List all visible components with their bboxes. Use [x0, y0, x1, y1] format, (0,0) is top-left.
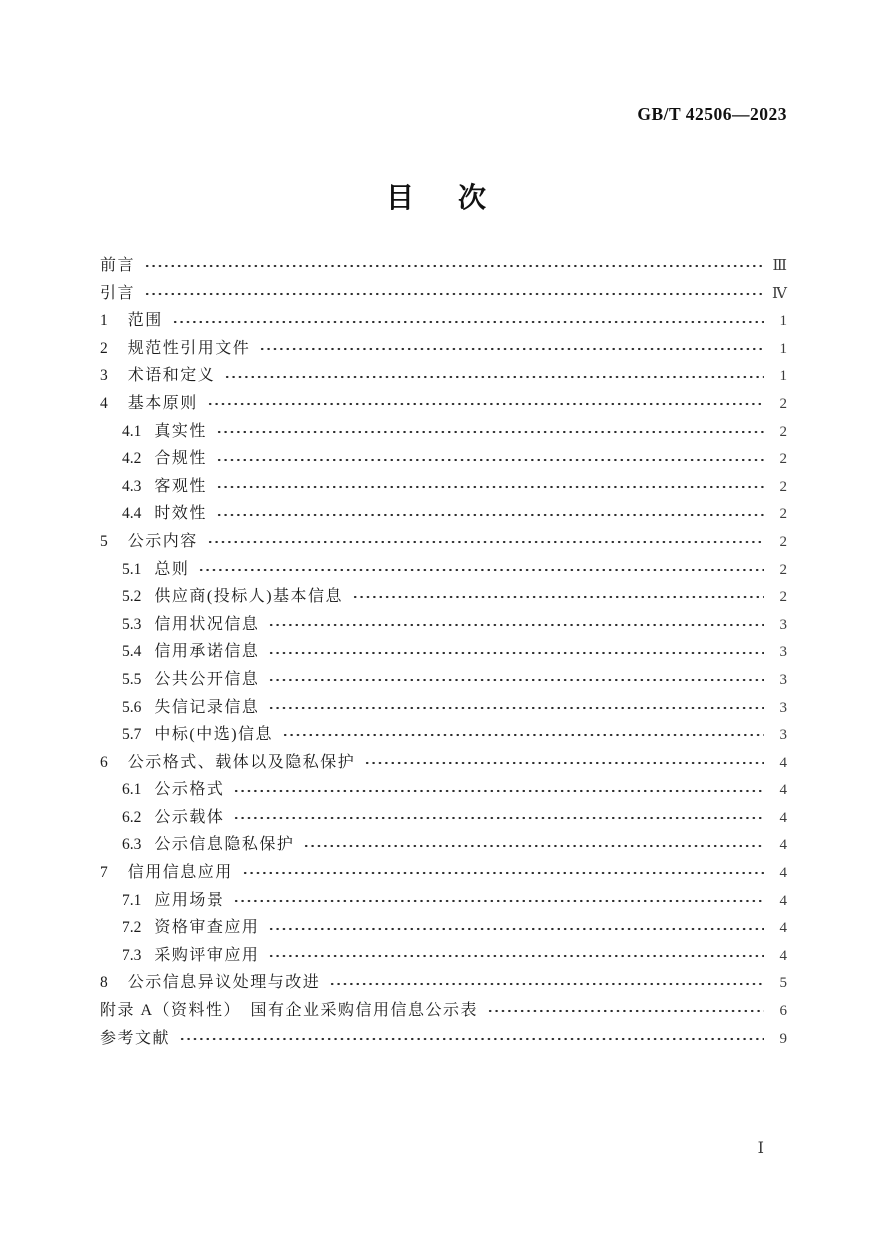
toc-entry-label: 公示内容	[127, 532, 198, 550]
toc-entry-label: 前言	[100, 257, 136, 274]
toc-entry-label: 引言	[100, 284, 136, 302]
toc-entry-number: 4.2	[122, 450, 142, 468]
toc-entry-number: 6.2	[122, 808, 142, 826]
toc-entry-number: 8	[100, 974, 108, 992]
toc-entry	[100, 335, 787, 363]
dot-leader	[179, 1030, 764, 1046]
toc-entry-number: 5.1	[122, 560, 142, 578]
toc-entry	[100, 500, 787, 528]
toc-entry-number: 6.3	[122, 836, 142, 854]
toc-entry	[100, 859, 787, 887]
toc-entry-page: 4	[779, 837, 787, 854]
toc-entry-page: 2	[779, 478, 787, 495]
dot-leader	[198, 561, 764, 577]
dot-leader	[268, 699, 764, 715]
toc-entry	[100, 721, 787, 749]
dot-leader	[303, 837, 764, 853]
toc-entry-label: 规范性引用文件	[127, 339, 251, 357]
toc-entry-number: 3	[100, 367, 108, 385]
dot-leader	[364, 754, 764, 770]
dot-leader	[268, 644, 764, 660]
toc-entry-label: 公示载体	[154, 808, 225, 826]
toc-entry-label: 供应商(投标人)基本信息	[154, 588, 344, 606]
toc-entry-label: 信用信息应用	[127, 864, 233, 882]
toc-entry-page: 2	[779, 589, 787, 606]
toc-entry-page: 1	[779, 340, 787, 357]
toc-entry	[100, 638, 787, 666]
toc-entry	[100, 252, 787, 280]
toc-entry-label: 客观性	[154, 477, 207, 495]
toc-entry-page: 4	[779, 892, 787, 909]
toc-entry-page: 4	[779, 809, 787, 826]
toc-entry-page: 4	[779, 947, 787, 964]
dot-leader	[268, 672, 764, 688]
toc-entry	[100, 390, 787, 418]
toc-entry-number: 5.6	[122, 698, 142, 716]
dot-leader	[268, 617, 764, 633]
toc-entry	[100, 776, 787, 804]
toc-entry-label: 总则	[154, 560, 190, 578]
toc-entry	[100, 528, 787, 556]
dot-leader	[242, 865, 764, 881]
toc-entry-number: 4	[100, 394, 108, 412]
toc-entry	[100, 666, 787, 694]
dot-leader	[216, 423, 764, 439]
toc-entry-page: 3	[779, 699, 787, 716]
dot-leader	[329, 975, 764, 991]
toc-entry-number: 5.4	[122, 643, 142, 661]
toc-entry-number: 4.4	[122, 505, 142, 523]
toc-entry-label: 时效性	[154, 505, 207, 523]
toc-list	[100, 252, 787, 1052]
dot-leader	[352, 589, 764, 605]
toc-entry-label: 公示格式	[154, 781, 225, 799]
dot-leader	[224, 368, 764, 384]
toc-entry-page: 1	[779, 313, 787, 330]
toc-entry-number: 2	[100, 339, 108, 357]
toc-entry	[100, 997, 787, 1025]
toc-entry-page: 4	[779, 782, 787, 799]
toc-entry-number: 5	[100, 532, 108, 550]
toc-entry-number: 7.3	[122, 946, 142, 964]
toc-entry	[100, 556, 787, 584]
toc-entry	[100, 1025, 787, 1053]
toc-entry-page: 4	[779, 865, 787, 882]
toc-entry-page: 3	[779, 671, 787, 688]
toc-entry	[100, 887, 787, 915]
toc-entry-page: 6	[779, 1003, 787, 1020]
toc-entry	[100, 362, 787, 390]
toc-entry-page: 2	[779, 561, 787, 578]
toc-entry-label: 公示格式、载体以及隐私保护	[127, 753, 356, 771]
toc-entry-number: 7.1	[122, 891, 142, 909]
toc-entry-page: 2	[779, 395, 787, 412]
toc-entry-page: 2	[779, 423, 787, 440]
toc-entry	[100, 445, 787, 473]
toc-entry-label: 附录 A（资料性） 国有企业采购信用信息公示表	[100, 1002, 479, 1020]
toc-entry	[100, 749, 787, 777]
dot-leader	[233, 892, 764, 908]
dot-leader	[268, 920, 764, 936]
dot-leader	[207, 396, 764, 412]
dot-leader	[487, 1003, 764, 1019]
toc-entry-number: 5.2	[122, 588, 142, 606]
toc-entry-page: 4	[779, 920, 787, 937]
dot-leader	[216, 506, 764, 522]
dot-leader	[144, 285, 763, 301]
toc-entry	[100, 418, 787, 446]
toc-entry-number: 5.5	[122, 670, 142, 688]
toc-entry-page: 2	[779, 506, 787, 523]
toc-entry	[100, 473, 787, 501]
standard-number: GB/T 42506—2023	[637, 104, 787, 124]
footer-page-number: Ⅰ	[757, 1140, 764, 1157]
toc-entry	[100, 969, 787, 997]
toc-entry-label: 公共公开信息	[154, 670, 260, 688]
dot-leader	[207, 534, 764, 550]
toc-entry-number: 7	[100, 864, 108, 882]
toc-entry-page: 5	[779, 975, 787, 992]
toc-entry	[100, 694, 787, 722]
toc-entry-label: 中标(中选)信息	[154, 726, 274, 744]
toc-entry-label: 合规性	[154, 450, 207, 468]
toc-entry	[100, 611, 787, 639]
toc-entry-page: 9	[779, 1030, 787, 1047]
toc-entry-label: 术语和定义	[127, 367, 216, 385]
toc-entry-number: 5.7	[122, 726, 142, 744]
toc-entry	[100, 804, 787, 832]
toc-entry-page: 3	[779, 616, 787, 633]
toc-entry-label: 公示信息隐私保护	[154, 836, 295, 854]
toc-entry-page: 3	[779, 644, 787, 661]
dot-leader	[259, 341, 764, 357]
dot-leader	[233, 782, 764, 798]
toc-entry-label: 基本原则	[127, 394, 198, 412]
dot-leader	[172, 313, 764, 329]
toc-entry	[100, 831, 787, 859]
toc-entry-page: 2	[779, 451, 787, 468]
toc-entry-label: 参考文献	[100, 1029, 171, 1047]
toc-entry-label: 资格审查应用	[154, 919, 260, 937]
toc-entry-number: 1	[100, 312, 108, 330]
dot-leader	[282, 727, 764, 743]
toc-entry-page: Ⅲ	[772, 258, 787, 274]
toc-entry-page: 3	[779, 727, 787, 744]
toc-entry-number: 4.1	[122, 422, 142, 440]
dot-leader	[144, 258, 764, 274]
toc-entry	[100, 914, 787, 942]
toc-entry-number: 7.2	[122, 919, 142, 937]
toc-entry-label: 采购评审应用	[154, 946, 260, 964]
toc-entry	[100, 583, 787, 611]
toc-entry-label: 真实性	[154, 422, 207, 440]
dot-leader	[268, 948, 764, 964]
toc-entry	[100, 307, 787, 335]
toc-entry-page: 2	[779, 533, 787, 550]
toc-entry	[100, 942, 787, 970]
toc-entry-number: 5.3	[122, 615, 142, 633]
toc-entry-number: 6.1	[122, 781, 142, 799]
toc-entry-number: 6	[100, 753, 108, 771]
toc-entry-number: 4.3	[122, 477, 142, 495]
toc-entry-label: 应用场景	[154, 891, 225, 909]
dot-leader	[233, 810, 764, 826]
toc-entry	[100, 280, 787, 308]
dot-leader	[216, 451, 764, 467]
toc-entry-label: 范围	[127, 312, 163, 330]
page-title: 目 次	[385, 181, 494, 214]
toc-entry-page: 4	[779, 754, 787, 771]
dot-leader	[216, 479, 764, 495]
toc-entry-label: 信用状况信息	[154, 615, 260, 633]
toc-entry-page: 1	[779, 368, 787, 385]
toc-entry-label: 失信记录信息	[154, 698, 260, 716]
toc-entry-page: Ⅳ	[772, 285, 787, 302]
toc-entry-label: 公示信息异议处理与改进	[127, 974, 321, 992]
toc-entry-label: 信用承诺信息	[154, 643, 260, 661]
